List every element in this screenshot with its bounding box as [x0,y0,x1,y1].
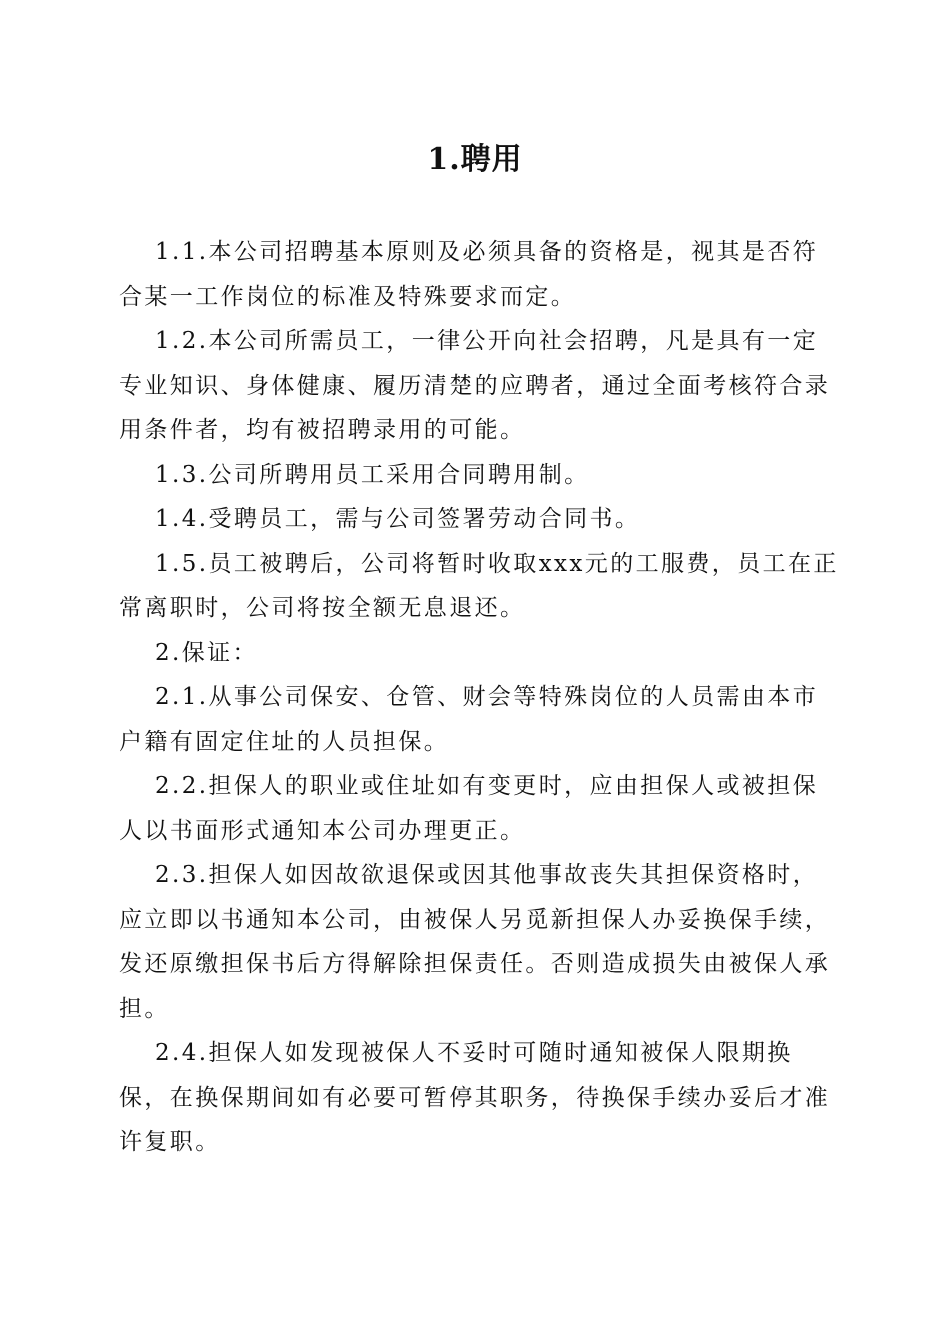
paragraph-2-4: 2.4.担保人如发现被保人不妥时可随时通知被保人限期换保，在换保期间如有必要可暂停其职务，待换保手续办妥后才准许复职。 [119,1040,831,1155]
paragraph-2-3: 2.3.担保人如因故欲退保或因其他事故丧失其担保资格时，应立即以书通知本公司，由被保人另觅新担保人办妥换保手续，发还原缴担保书后方得解除担保责任。否则造成损失由被保人承担。 [119,862,831,1022]
paragraph-1-3: 1.3.公司所聘用员工采用合同聘用制。 [155,461,590,488]
paragraph-2-2: 2.2.担保人的职业或住址如有变更时，应由担保人或被担保人以书面形式通知本公司办理更正。 [119,773,819,844]
paragraph-1-4: 1.4.受聘员工，需与公司签署劳动合同书。 [155,506,641,532]
paragraph-1-2: 1.2.本公司所需员工，一律公开向社会招聘，凡是具有一定专业知识、身体健康、履历清楚的应聘者，通过全面考核符合录用条件者，均有被招聘录用的可能。 [119,328,831,443]
document-body [119,230,839,1165]
section-heading-2: 2.保证： [155,639,258,666]
paragraph-1-1: 1.1.本公司招聘基本原则及必须具备的资格是，视其是否符合某一工作岗位的标准及特殊要求而定。 [119,239,819,310]
paragraph-1-5: 1.5.员工被聘后，公司将暂时收取xxx元的工服费，员工在正常离职时，公司将按全额无息退还。 [119,550,839,621]
page-title: 1.聘用 [427,142,523,177]
paragraph-2-1: 2.1.从事公司保安、仓管、财会等特殊岗位的人员需由本市户籍有固定住址的人员担保。 [119,684,819,755]
